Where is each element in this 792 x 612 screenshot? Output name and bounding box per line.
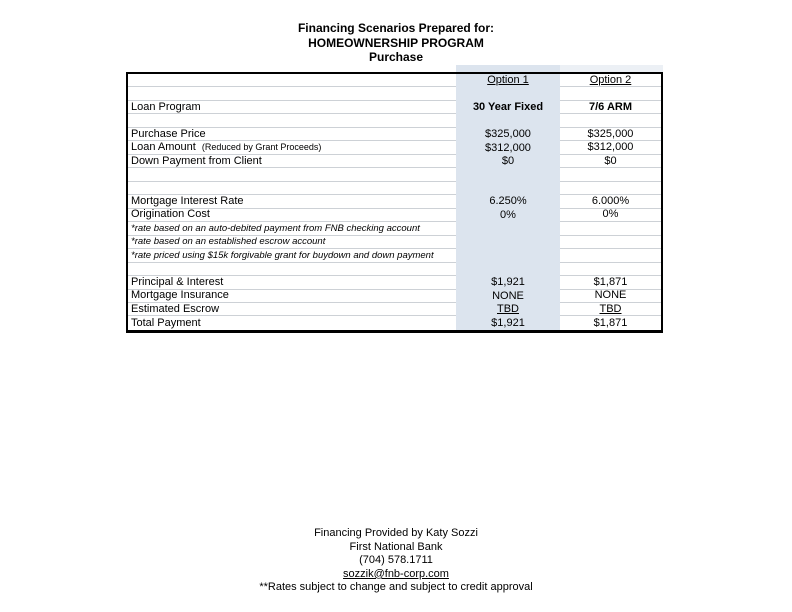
row-label-cell <box>128 182 456 195</box>
option2-cell <box>560 182 661 195</box>
table-row <box>128 222 661 235</box>
table-row <box>128 276 661 289</box>
table-row <box>128 236 661 249</box>
option1-cell <box>456 222 560 235</box>
table-row <box>128 87 661 100</box>
table-row <box>128 155 661 168</box>
table-row <box>128 101 661 114</box>
table-row <box>128 141 661 154</box>
option1-cell: $0 <box>456 155 560 168</box>
footer-contact-block <box>0 527 792 595</box>
row-label-cell: Principal & Interest <box>128 276 456 289</box>
row-label-cell <box>128 263 456 276</box>
footer-disclaimer: **Rates subject to change and subject to credit approval <box>259 581 533 594</box>
row-label-cell: Loan Amount (Reduced by Grant Proceeds) <box>128 141 456 154</box>
row-label-cell <box>128 87 456 100</box>
option1-cell <box>456 114 560 127</box>
title-line-purchase: Purchase <box>368 50 424 64</box>
financing-scenarios-table <box>126 72 663 333</box>
option1-cell <box>456 263 560 276</box>
option1-cell: NONE <box>456 290 560 303</box>
row-label-cell: Purchase Price <box>128 128 456 141</box>
row-label-cell: Estimated Escrow <box>128 303 456 316</box>
option2-cell <box>560 263 661 276</box>
option2-cell <box>560 114 661 127</box>
footnote-cell: *rate priced using $15k forgivable grant for buydown and down payment <box>128 249 456 262</box>
option2-cell: $1,871 <box>593 316 628 329</box>
option1-cell <box>456 182 560 195</box>
option2-cell <box>560 168 661 181</box>
option2-cell: NONE <box>560 290 661 303</box>
table-row <box>128 168 661 181</box>
option1-cell: $325,000 <box>456 128 560 141</box>
option2-cell: TBD <box>560 303 661 316</box>
row-label-cell <box>128 168 456 181</box>
footnote-cell: *rate based on an auto-debited payment from FNB checking account <box>128 222 456 235</box>
option1-cell <box>456 249 560 262</box>
table-row <box>128 209 661 222</box>
option1-cell: TBD <box>456 303 560 316</box>
footer-provider: Financing Provided by Katy Sozzi <box>314 527 478 539</box>
option2-cell <box>560 236 661 249</box>
row-label-cell <box>128 74 456 87</box>
option2-cell: 0% <box>560 209 661 222</box>
table-row <box>128 303 661 316</box>
footnote-cell: *rate based on an established escrow account <box>128 236 456 249</box>
table-row <box>128 128 661 141</box>
footer-phone: (704) 578.1711 <box>359 554 433 567</box>
option1-cell: $312,000 <box>456 141 560 154</box>
table-row <box>128 195 661 208</box>
option1-cell: 6.250% <box>456 195 560 208</box>
row-label-note: (Reduced by Grant Proceeds) <box>201 142 322 153</box>
document-title <box>0 21 792 65</box>
option1-cell <box>456 168 560 181</box>
table-row <box>128 263 661 276</box>
option2-cell: Option 2 <box>560 74 661 87</box>
table-row <box>128 316 661 329</box>
option1-cell: 30 Year Fixed <box>456 101 560 114</box>
option1-cell: $1,921 <box>456 276 560 289</box>
table-row <box>128 249 661 262</box>
row-label-cell: Origination Cost <box>128 209 456 222</box>
option1-cell: Option 1 <box>456 74 560 87</box>
table-row <box>128 114 661 127</box>
row-label-cell: Mortgage Interest Rate <box>128 195 456 208</box>
title-line-prepared-for: Financing Scenarios Prepared for: <box>297 21 495 35</box>
row-label-cell: Down Payment from Client <box>128 155 456 168</box>
option1-cell: $1,921 <box>456 316 560 329</box>
option2-cell <box>560 249 661 262</box>
row-label-cell <box>128 114 456 127</box>
option1-cell <box>456 87 560 100</box>
option2-cell: $0 <box>560 155 661 168</box>
option2-cell: $1,871 <box>560 276 661 289</box>
table-row <box>128 74 661 87</box>
option2-cell: $325,000 <box>560 128 661 141</box>
option2-cell <box>560 87 661 100</box>
option2-cell: $312,000 <box>560 141 661 154</box>
email-link[interactable]: sozzik@fnb-corp.com <box>343 567 449 580</box>
option1-cell: 0% <box>456 209 560 222</box>
table-row <box>128 182 661 195</box>
row-label-cell: Loan Program <box>128 101 456 114</box>
row-label-cell: Mortgage Insurance <box>128 290 456 303</box>
option2-cell: 6.000% <box>560 195 661 208</box>
option1-cell <box>456 236 560 249</box>
table-row <box>128 290 661 303</box>
option2-cell: 7/6 ARM <box>560 101 661 114</box>
row-label-cell: Total Payment <box>131 316 201 329</box>
footer-bank: First National Bank <box>349 540 443 553</box>
title-line-program: HOMEOWNERSHIP PROGRAM <box>308 35 484 50</box>
option2-cell <box>560 222 661 235</box>
